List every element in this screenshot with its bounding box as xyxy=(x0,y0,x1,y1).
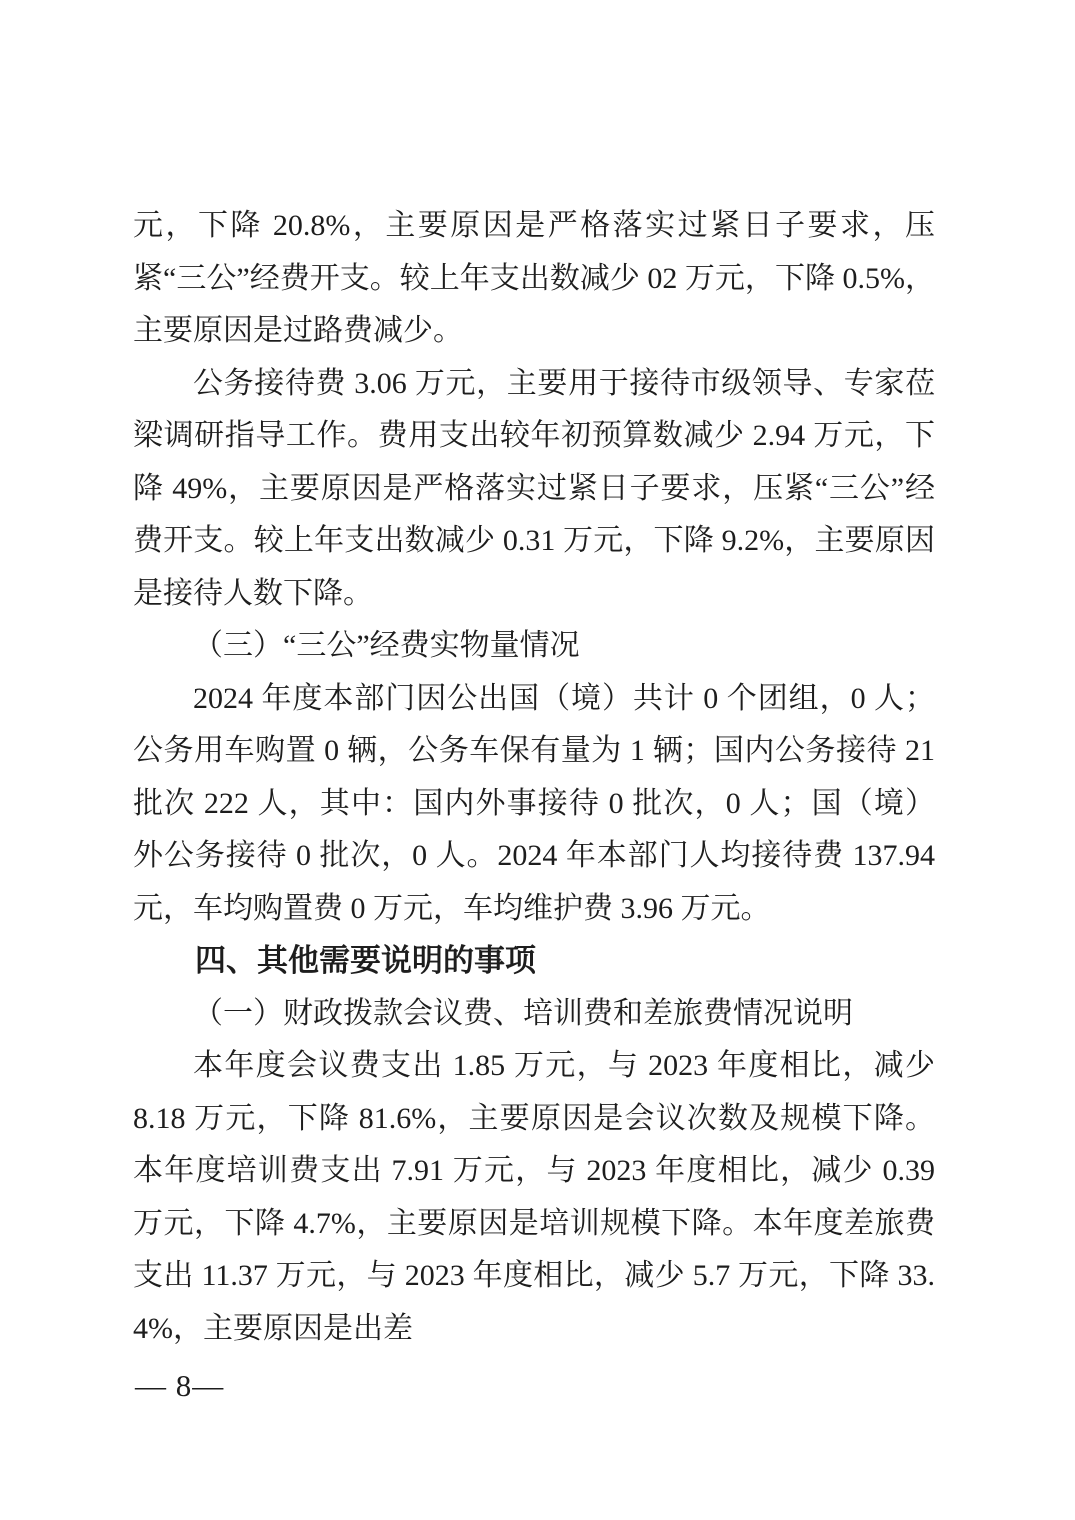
heading-subsection-one-meeting-training-travel-fees: （一）财政拨款会议费、培训费和差旅费情况说明 xyxy=(193,996,853,1030)
paragraph-meeting-training-travel-fee-details: 本年度会议费支出 1.85 万元，与 2023 年度相比，减少 8.18 万元，下降 81.6%，主要原因是会议次数及规模下降。本年度培训费支出 7.91 万元，与 2023 年度相比，减少 0.39 万元，下降 4.7%，主要原因是培训规模下降。本年度差旅费支出 11.37 万元，与 2023 年度相比，减少 5.7 万元，下降 33.4%，主要原因是出差 xyxy=(133,1049,935,1345)
heading-section-four-other-matters: 四、其他需要说明的事项 xyxy=(195,943,536,978)
paragraph-official-reception-expense: 公务接待费 3.06 万元，主要用于接待市级领导、专家莅梁调研指导工作。费用支出较年初预算数减少 2.94 万元，下降 49%，主要原因是严格落实过紧日子要求，压紧“三公”经费开支。较上年支出数减少 0.31 万元，下降 9.2%，主要原因是接待人数下降。 xyxy=(133,366,935,610)
paragraph-physical-quantity-details: 2024 年度本部门因公出国（境）共计 0 个团组，0 人；公务用车购置 0 辆，公务车保有量为 1 辆；国内公务接待 21 批次 222 人，其中：国内外事接待 0 批次，0 人；国（境）外公务接待 0 批次，0 人。2024 年本部门人均接待费 137.94 元，车均购置费 0 万元，车均维护费 3.96 万元。 xyxy=(133,681,935,925)
page-number: — 8— xyxy=(135,1368,225,1403)
paragraph-vehicle-expense-continuation: 元，下降 20.8%，主要原因是严格落实过紧日子要求，压紧“三公”经费开支。较上年支出数减少 02 万元，下降 0.5%，主要原因是过路费减少。 xyxy=(133,209,935,347)
heading-section-three-public-expense-physical-quantity: （三）“三公”经费实物量情况 xyxy=(193,629,580,662)
